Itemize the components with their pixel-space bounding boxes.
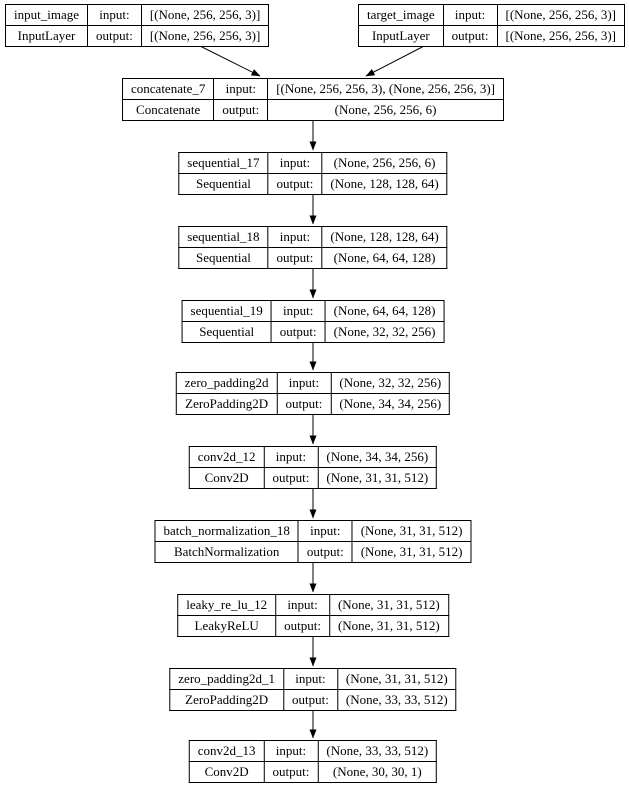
input-shape: (None, 256, 256, 6) [322, 153, 447, 174]
input-label: input: [298, 521, 352, 542]
input-shape: (None, 32, 32, 256) [331, 373, 450, 394]
output-label: output: [268, 174, 322, 195]
layer-type: InputLayer [6, 26, 88, 47]
input-label: input: [214, 79, 268, 100]
output-shape: (None, 128, 128, 64) [322, 174, 447, 195]
layer-name: zero_padding2d_1 [170, 669, 284, 690]
layer-name: sequential_19 [182, 301, 271, 322]
output-label: output: [214, 100, 268, 121]
input-shape: (None, 64, 64, 128) [325, 301, 444, 322]
layer-node-zero-padding2d-1 [169, 668, 456, 711]
layer-type: Concatenate [123, 100, 214, 121]
output-shape: [(None, 256, 256, 3)] [497, 26, 624, 47]
output-shape: (None, 34, 34, 256) [331, 394, 450, 415]
output-label: output: [298, 542, 352, 563]
layer-node-batch-normalization [154, 520, 471, 563]
layer-name: target_image [359, 5, 444, 26]
input-label: input: [264, 447, 318, 468]
output-shape: (None, 30, 30, 1) [318, 762, 437, 783]
layer-name: concatenate_7 [123, 79, 214, 100]
layer-node-input-image [5, 4, 269, 47]
output-label: output: [268, 248, 322, 269]
layer-type: LeakyReLU [178, 616, 276, 637]
layer-name: conv2d_12 [189, 447, 264, 468]
layer-type: Conv2D [189, 762, 264, 783]
layer-node-sequential-17 [178, 152, 447, 195]
edge-target-image-to-concatenate [366, 44, 428, 76]
output-shape: (None, 31, 31, 512) [318, 468, 437, 489]
output-shape: (None, 31, 31, 512) [329, 616, 448, 637]
layer-node-zero-padding2d [176, 372, 450, 415]
input-shape: (None, 31, 31, 512) [329, 595, 448, 616]
layer-name: leaky_re_lu_12 [178, 595, 276, 616]
layer-type: BatchNormalization [155, 542, 298, 563]
layer-type: ZeroPadding2D [176, 394, 277, 415]
output-shape: (None, 256, 256, 6) [268, 100, 504, 121]
output-label: output: [264, 762, 318, 783]
layer-node-conv2d-12 [189, 446, 437, 489]
output-label: output: [284, 690, 338, 711]
output-shape: (None, 31, 31, 512) [352, 542, 471, 563]
input-label: input: [443, 5, 497, 26]
layer-name: sequential_18 [179, 227, 268, 248]
layer-node-concatenate [122, 78, 504, 121]
output-label: output: [277, 394, 331, 415]
layer-node-sequential-18 [178, 226, 447, 269]
input-shape: (None, 33, 33, 512) [318, 741, 437, 762]
output-label: output: [443, 26, 497, 47]
layer-type: Sequential [179, 174, 268, 195]
input-label: input: [88, 5, 142, 26]
layer-type: Sequential [182, 322, 271, 343]
layer-name: zero_padding2d [176, 373, 277, 394]
input-label: input: [276, 595, 330, 616]
input-label: input: [271, 301, 325, 322]
output-label: output: [88, 26, 142, 47]
input-label: input: [277, 373, 331, 394]
input-label: input: [268, 227, 322, 248]
input-shape: (None, 128, 128, 64) [322, 227, 447, 248]
output-shape: (None, 32, 32, 256) [325, 322, 444, 343]
input-shape: [(None, 256, 256, 3), (None, 256, 256, 3)] [268, 79, 504, 100]
layer-node-leaky-relu [177, 594, 449, 637]
layer-node-conv2d-13 [189, 740, 437, 783]
input-label: input: [284, 669, 338, 690]
output-label: output: [264, 468, 318, 489]
output-label: output: [276, 616, 330, 637]
layer-node-sequential-19 [182, 300, 445, 343]
edge-input-image-to-concatenate [196, 44, 260, 76]
output-shape: [(None, 256, 256, 3)] [141, 26, 268, 47]
layer-type: Sequential [179, 248, 268, 269]
input-shape: (None, 34, 34, 256) [318, 447, 437, 468]
output-shape: (None, 64, 64, 128) [322, 248, 447, 269]
input-label: input: [268, 153, 322, 174]
layer-node-target-image [358, 4, 625, 47]
output-shape: (None, 33, 33, 512) [337, 690, 456, 711]
input-shape: [(None, 256, 256, 3)] [141, 5, 268, 26]
layer-name: sequential_17 [179, 153, 268, 174]
layer-type: Conv2D [189, 468, 264, 489]
layer-name: conv2d_13 [189, 741, 264, 762]
input-shape: [(None, 256, 256, 3)] [497, 5, 624, 26]
input-shape: (None, 31, 31, 512) [337, 669, 456, 690]
output-label: output: [271, 322, 325, 343]
layer-name: input_image [6, 5, 88, 26]
layer-name: batch_normalization_18 [155, 521, 298, 542]
input-shape: (None, 31, 31, 512) [352, 521, 471, 542]
layer-type: InputLayer [359, 26, 444, 47]
input-label: input: [264, 741, 318, 762]
layer-type: ZeroPadding2D [170, 690, 284, 711]
